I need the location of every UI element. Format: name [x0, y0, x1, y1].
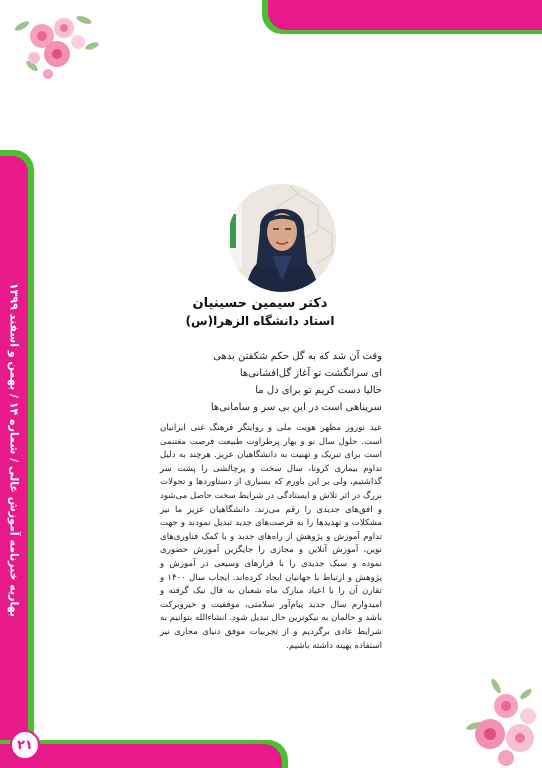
top-pink-band — [268, 0, 542, 30]
page-number: ۲۱ — [10, 730, 40, 760]
poem-line: ای سرانگشت تو آغاز گل‌افشانی‌ها — [239, 368, 382, 379]
poem-line: سرپناهی است در این بی سر و سامانی‌ها — [210, 402, 382, 413]
author-portrait — [228, 184, 336, 292]
poem-line: وقت آن شد که به گل حکم شکفتن بدهی — [213, 351, 382, 362]
bottom-pink-band — [0, 744, 282, 768]
article-body: عید نوروز مظهر هویت ملی و روایتگر فرهنگ غنی ایرانیان است. حلول سال نو و بهار پرطراوت طبیعت فرصت مغتنمی است برای تبریک و تهنیت به دانشگاهیان عزیز. هرچند به دلیل تداوم بیماری کرونا، سال سخت و پرچالشی را پشت سر گذاشتیم، ولی بر این باورم که بسیاری از دستاوردها و تحولات بزرگ در اثر تلاش و ایستادگی در شرایط سخت حاصل می‌شود و افق‌های جدیدی را رقم می‌زند. دانشگاهیان عزیز ما نیز مشکلات و تهدیدها را به فرصت‌های جدید تبدیل نمودند و جهت تداوم آموزش و پژوهش از راه‌های جدید و با کمک فناوری‌های نوین، آموزش آنلاین و مجازی را جایگزین آموزش حضوری نموده و سبک جدیدی را با فرازهای وسیعی در آموزش و پژوهش و ارتباط با جهانیان ایجاد کرده‌اند. ایجاب سال ۱۴۰۰ و تقارن آن را با اعیاد مبارک ماه شعبان به فال نیک گرفته و امیدوارم سال جدید پیام‌آور سلامتی، موفقیت و خیروبرکت باشد و حالمان به نیکوترین حال تبدیل شود. انشاءالله بتوانیم به شرایط عادی برگردیم و از تجربیات موفق دنیای مجازی نیز استفاده بهینه داشته باشیم. — [160, 423, 382, 651]
poem-line: حالیا دست کریم تو برای دل ما — [255, 385, 382, 396]
side-caption: بهاریه خبرنامه آموزش عالی / شماره ۱۴ / بهمن و اسفند ۱۳۹۹ — [7, 282, 21, 618]
flower-decoration-bottom — [466, 676, 542, 766]
flower-decoration-top — [12, 6, 102, 86]
author-title: استاد دانشگاه الزهرا(س) — [185, 314, 335, 328]
author-name: دکتر سیمین حسینیان — [192, 296, 328, 311]
poem — [200, 348, 382, 416]
